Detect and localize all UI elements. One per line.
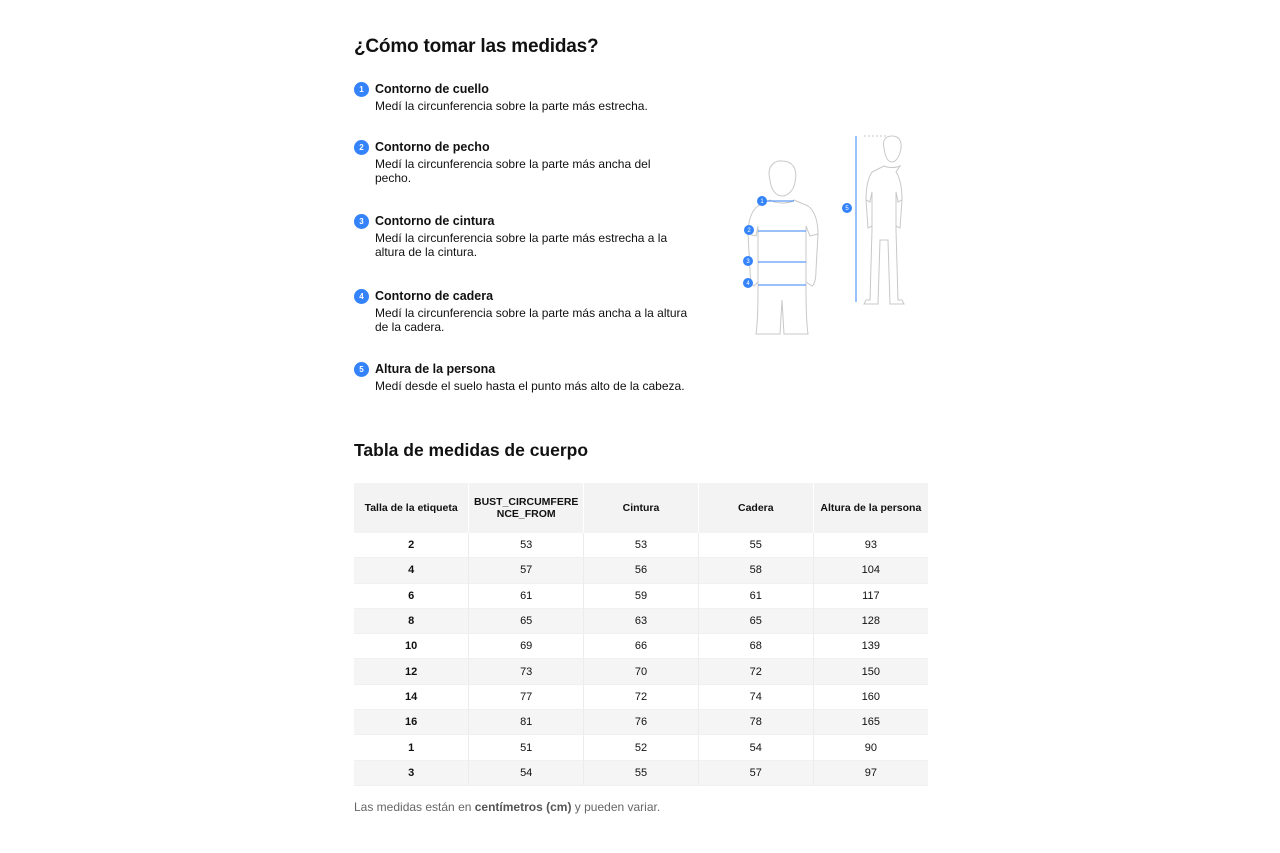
measurement-cell: 76 — [584, 710, 699, 735]
step-title: Contorno de cuello — [375, 82, 489, 96]
measurement-cell: 53 — [469, 533, 584, 558]
measurement-cell: 61 — [698, 583, 813, 608]
table-header-row — [354, 483, 928, 533]
footnote-unit: centímetros (cm) — [474, 800, 572, 814]
table-row — [354, 608, 928, 633]
step-description: Medí desde el suelo hasta el punto más alto de la cabeza. — [375, 379, 685, 393]
measurement-cell: 59 — [584, 583, 699, 608]
measurement-cell: 58 — [698, 558, 813, 583]
size-label-cell: 6 — [354, 583, 469, 608]
table-row — [354, 760, 928, 785]
measurement-cell: 78 — [698, 710, 813, 735]
step-hip — [354, 289, 695, 334]
step-description: Medí la circunferencia sobre la parte más estrecha. — [375, 99, 648, 113]
adult-head-outline — [883, 136, 901, 162]
table-row — [354, 533, 928, 558]
adult-arm-left — [866, 200, 872, 228]
step-neck — [354, 82, 705, 113]
step-number-badge: 1 — [354, 82, 369, 97]
table-title: Tabla de medidas de cuerpo — [354, 440, 589, 460]
body-measurement-illustration — [736, 130, 936, 340]
measurement-cell: 51 — [469, 735, 584, 760]
measurement-cell: 150 — [813, 659, 928, 684]
table-row — [354, 659, 928, 684]
measurement-cell: 54 — [698, 735, 813, 760]
measurement-cell: 97 — [813, 760, 928, 785]
step-height — [354, 362, 685, 393]
step-description: Medí la circunferencia sobre la parte más estrecha a la altura de la cintura. — [375, 231, 668, 259]
table-body — [354, 533, 928, 785]
column-header: BUST_CIRCUMFERE NCE_FROM — [469, 483, 584, 533]
size-label-cell: 14 — [354, 684, 469, 709]
measurement-cell: 69 — [469, 634, 584, 659]
footnote-prefix: Las medidas están en — [354, 800, 475, 814]
step-description: Medí la circunferencia sobre la parte más ancha del pecho. — [375, 157, 651, 185]
measurement-cell: 53 — [584, 533, 699, 558]
table-row — [354, 634, 928, 659]
marker-label: 3 — [746, 259, 750, 265]
step-title: Altura de la persona — [375, 362, 496, 376]
measurement-cell: 56 — [584, 558, 699, 583]
measurement-cell: 65 — [469, 608, 584, 633]
measurement-cell: 160 — [813, 684, 928, 709]
measurement-cell: 52 — [584, 735, 699, 760]
measurement-cell: 65 — [698, 608, 813, 633]
measure-markers — [743, 196, 852, 288]
adult-arm-right — [896, 200, 902, 228]
column-header: Cadera — [698, 483, 813, 533]
marker-label: 1 — [760, 199, 764, 205]
column-header: Talla de la etiqueta — [354, 483, 469, 533]
marker-label: 4 — [746, 281, 750, 287]
measurement-cell: 73 — [469, 659, 584, 684]
step-title: Contorno de cadera — [375, 289, 494, 303]
measurement-cell: 72 — [584, 684, 699, 709]
step-number-badge: 4 — [354, 289, 369, 304]
size-label-cell: 1 — [354, 735, 469, 760]
size-label-cell: 10 — [354, 634, 469, 659]
step-chest — [354, 140, 685, 185]
page-title: ¿Cómo tomar las medidas? — [354, 36, 599, 57]
measurement-cell: 93 — [813, 533, 928, 558]
step-description: Medí la circunferencia sobre la parte más ancha a la altura de la cadera. — [375, 306, 688, 334]
step-waist — [354, 214, 685, 259]
table-row — [354, 558, 928, 583]
measurement-cell: 68 — [698, 634, 813, 659]
footnote-suffix: y pueden variar. — [571, 800, 661, 814]
measurement-cell: 55 — [698, 533, 813, 558]
measurement-cell: 63 — [584, 608, 699, 633]
child-torso-outline — [748, 200, 818, 334]
column-header: Altura de la persona — [813, 483, 928, 533]
measurement-cell: 128 — [813, 608, 928, 633]
step-number-badge: 3 — [354, 214, 369, 229]
marker-label: 2 — [747, 228, 751, 234]
measurement-cell: 54 — [469, 760, 584, 785]
size-label-cell: 4 — [354, 558, 469, 583]
child-head-outline — [769, 161, 796, 196]
measurement-cell: 66 — [584, 634, 699, 659]
size-label-cell: 2 — [354, 533, 469, 558]
table-row — [354, 710, 928, 735]
measurement-cell: 117 — [813, 583, 928, 608]
measurement-cell: 81 — [469, 710, 584, 735]
step-title: Contorno de pecho — [375, 140, 490, 154]
table-row — [354, 583, 928, 608]
step-number-badge: 5 — [354, 362, 369, 377]
measurement-cell: 55 — [584, 760, 699, 785]
marker-label: 5 — [845, 206, 849, 212]
footnote — [354, 800, 660, 814]
measurement-cell: 72 — [698, 659, 813, 684]
adult-body-outline — [864, 166, 904, 304]
size-label-cell: 16 — [354, 710, 469, 735]
measurement-cell: 139 — [813, 634, 928, 659]
body-figures-svg — [736, 130, 936, 340]
column-header: Cintura — [584, 483, 699, 533]
step-title: Contorno de cintura — [375, 214, 495, 228]
measurement-cell: 90 — [813, 735, 928, 760]
size-label-cell: 12 — [354, 659, 469, 684]
size-label-cell: 8 — [354, 608, 469, 633]
measurement-cell: 57 — [469, 558, 584, 583]
size-table — [354, 483, 928, 786]
table-row — [354, 735, 928, 760]
step-number-badge: 2 — [354, 140, 369, 155]
measurement-cell: 61 — [469, 583, 584, 608]
child-arm-right — [806, 234, 818, 286]
measurement-cell: 57 — [698, 760, 813, 785]
measurement-cell: 104 — [813, 558, 928, 583]
measurement-cell: 77 — [469, 684, 584, 709]
table-row — [354, 684, 928, 709]
measurement-cell: 70 — [584, 659, 699, 684]
measurement-cell: 165 — [813, 710, 928, 735]
size-label-cell: 3 — [354, 760, 469, 785]
measurement-cell: 74 — [698, 684, 813, 709]
